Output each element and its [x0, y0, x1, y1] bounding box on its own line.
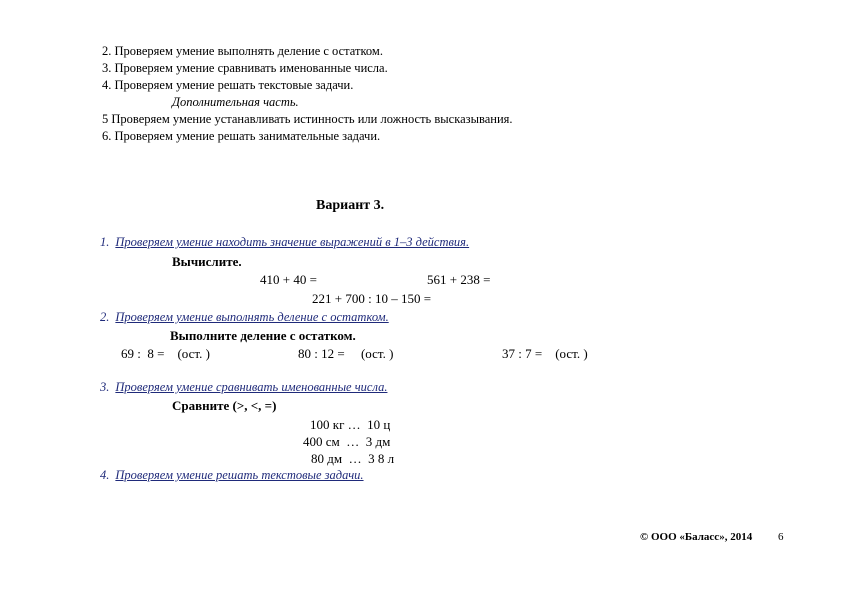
- task2-title: Проверяем умение выполнять деление с остатком.: [115, 310, 389, 324]
- task1-number: 1.: [100, 235, 110, 249]
- task3-row-1: 100 кг … 10 ц: [310, 417, 391, 432]
- intro-item-5: 5 Проверяем умение устанавливать истинность или ложность высказывания.: [102, 112, 513, 126]
- task1-expr-2: 561 + 238 =: [427, 272, 491, 287]
- task4-number: 4.: [100, 468, 110, 482]
- intro-additional-part: Дополнительная часть.: [172, 95, 299, 109]
- task1-expr-3: 221 + 700 : 10 – 150 =: [312, 291, 432, 306]
- intro-item-4: 4. Проверяем умение решать текстовые задачи.: [102, 78, 354, 92]
- task3-number: 3.: [100, 380, 110, 394]
- task1-expr-1: 410 + 40 =: [260, 272, 317, 287]
- task1-instruction: Вычислите.: [172, 254, 242, 269]
- task2-expr-1: 69 : 8 = (ост. ): [121, 346, 210, 361]
- task2-instruction: Выполните деление с остатком.: [170, 328, 356, 343]
- task1-title: Проверяем умение находить значение выражений в 1–3 действия.: [115, 235, 470, 249]
- task2-expr-3: 37 : 7 = (ост. ): [502, 346, 588, 361]
- intro-item-2: 2. Проверяем умение выполнять деление с остатком.: [102, 44, 383, 58]
- task3-title: Проверяем умение сравнивать именованные числа.: [115, 380, 388, 394]
- task1-heading: [100, 235, 469, 250]
- intro-item-3: 3. Проверяем умение сравнивать именованные числа.: [102, 61, 388, 75]
- task4-heading: [100, 468, 364, 483]
- task2-heading: [100, 310, 389, 325]
- task3-row-2: 400 см … 3 дм: [303, 434, 391, 449]
- footer-copyright: © ООО «Баласс», 2014: [640, 531, 753, 543]
- task3-row-3: 80 дм … 3 8 л: [311, 451, 395, 466]
- task3-heading: [100, 380, 387, 395]
- task4-title: Проверяем умение решать текстовые задачи.: [115, 468, 364, 482]
- page-number: 6: [778, 531, 784, 543]
- variant-title: Вариант 3.: [316, 198, 385, 213]
- intro-item-6: 6. Проверяем умение решать занимательные задачи.: [102, 129, 381, 143]
- task3-instruction: Сравните (>, <, =): [172, 398, 277, 413]
- task2-expr-2: 80 : 12 = (ост. ): [298, 346, 394, 361]
- task2-number: 2.: [100, 310, 110, 324]
